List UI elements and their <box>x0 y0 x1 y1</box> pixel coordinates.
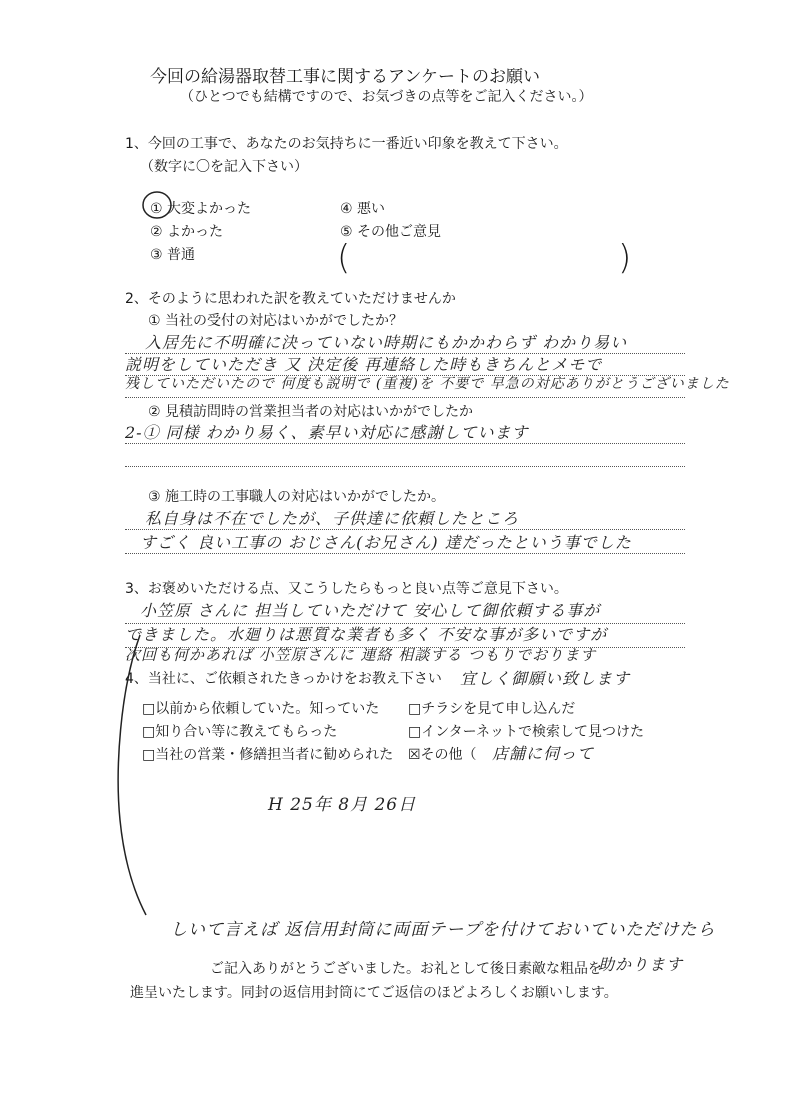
q1-option-2[interactable]: ② よかった <box>150 224 224 240</box>
page-subtitle: （ひとつでも結構ですので、お気づきの点等をご記入ください。） <box>180 89 593 105</box>
footer-line-2: 進呈いたします。同封の返信用封筒にてご返信のほどよろしくお願いします。 <box>130 985 618 1001</box>
selection-circle-icon <box>140 188 174 222</box>
close-paren: ) <box>618 238 632 278</box>
q1-option-4[interactable]: ④ 悪い <box>340 201 386 217</box>
q2-sub-2: ② 見積訪問時の営業担当者の対応はいかがでしたか <box>148 404 473 420</box>
page-title: 今回の給湯器取替工事に関するアンケートのお願い <box>150 67 540 87</box>
question-4: 4、当社に、ご依頼されたきっかけをお教え下さい <box>125 671 442 687</box>
answer-line <box>125 443 685 444</box>
answer-line <box>125 553 685 554</box>
q4-option-flyer[interactable]: □チラシを見て申し込んだ <box>408 701 576 717</box>
q1-option-1[interactable]: ① 大変よかった <box>150 201 252 217</box>
answer-line <box>125 397 685 398</box>
q2-answer-1-line-1: 入居先に不明確に決っていない時期にもかかわらず わかり易い <box>145 333 628 352</box>
q4-option-past-client[interactable]: □以前から依頼していた。知っていた <box>142 701 380 717</box>
q2-answer-2: 2-① 同様 わかり易く、素早い対応に感謝しています <box>125 423 529 442</box>
q4-other-answer: 店舗に伺って <box>492 744 595 763</box>
q3-answer-line-1: 小笠原 さんに 担当していただけて 安心して御依頼する事が <box>140 601 601 620</box>
q2-answer-1-line-2: 説明をしていただき 又 決定後 再連絡した時もきちんとメモで <box>125 355 603 374</box>
postscript-line-1: しいて言えば 返信用封筒に両面テープを付けておいていただけたら <box>170 920 716 940</box>
date: H 25年 8月 26日 <box>268 795 417 815</box>
q2-sub-3: ③ 施工時の工事職人の対応はいかがでしたか。 <box>148 489 445 505</box>
q2-sub-1: ① 当社の受付の対応はいかがでしたか？ <box>148 313 403 329</box>
q4-option-internet[interactable]: □インターネットで検索して見つけた <box>408 724 644 740</box>
q4-option-other[interactable]: ☒その他（ <box>408 747 477 763</box>
q3-answer-line-2: できました。水廻りは悪質な業者も多く 不安な事が多いですが <box>125 625 608 644</box>
question-3: 3、お褒めいただける点、又こうしたらもっと良い点等ご意見下さい。 <box>125 581 568 597</box>
postscript-line-2: 助かります <box>598 955 684 974</box>
q2-answer-3-line-1: 私自身は不在でしたが、子供達に依頼したところ <box>145 509 520 528</box>
q4-option-sales-rep[interactable]: □当社の営業・修繕担当者に勧められた <box>142 747 394 763</box>
footer-line-1: ご記入ありがとうございました。お礼として後日素敵な粗品を <box>210 961 602 977</box>
q3-answer-line-3: 次回も何かあれば 小笠原さんに 連絡 相談する つもりでおります <box>125 646 597 664</box>
q1-option-3[interactable]: ③ 普通 <box>150 247 196 263</box>
q1-option-5[interactable]: ⑤ その他ご意見 <box>340 224 442 240</box>
bracket-stroke-icon <box>110 630 150 920</box>
question-1: 1、今回の工事で、あなたのお気持ちに一番近い印象を教えて下さい。 <box>125 136 568 152</box>
question-1-note: （数字に〇を記入下さい） <box>140 159 308 175</box>
q2-answer-1-line-3: 残していただいたので 何度も説明で (重複)を 不要で 早急の対応ありがとうございました <box>125 376 730 392</box>
q4-option-referral[interactable]: □知り合い等に教えてもらった <box>142 724 338 740</box>
q3-answer-tail: 宜しく御願い致します <box>460 669 631 688</box>
question-2: 2、そのように思われた訳を教えていただけませんか <box>125 291 456 307</box>
open-paren: ( <box>337 238 351 278</box>
q2-answer-3-line-2: すごく 良い工事の おじさん(お兄さん) 達だったという事でした <box>140 533 632 552</box>
answer-line <box>125 466 685 467</box>
